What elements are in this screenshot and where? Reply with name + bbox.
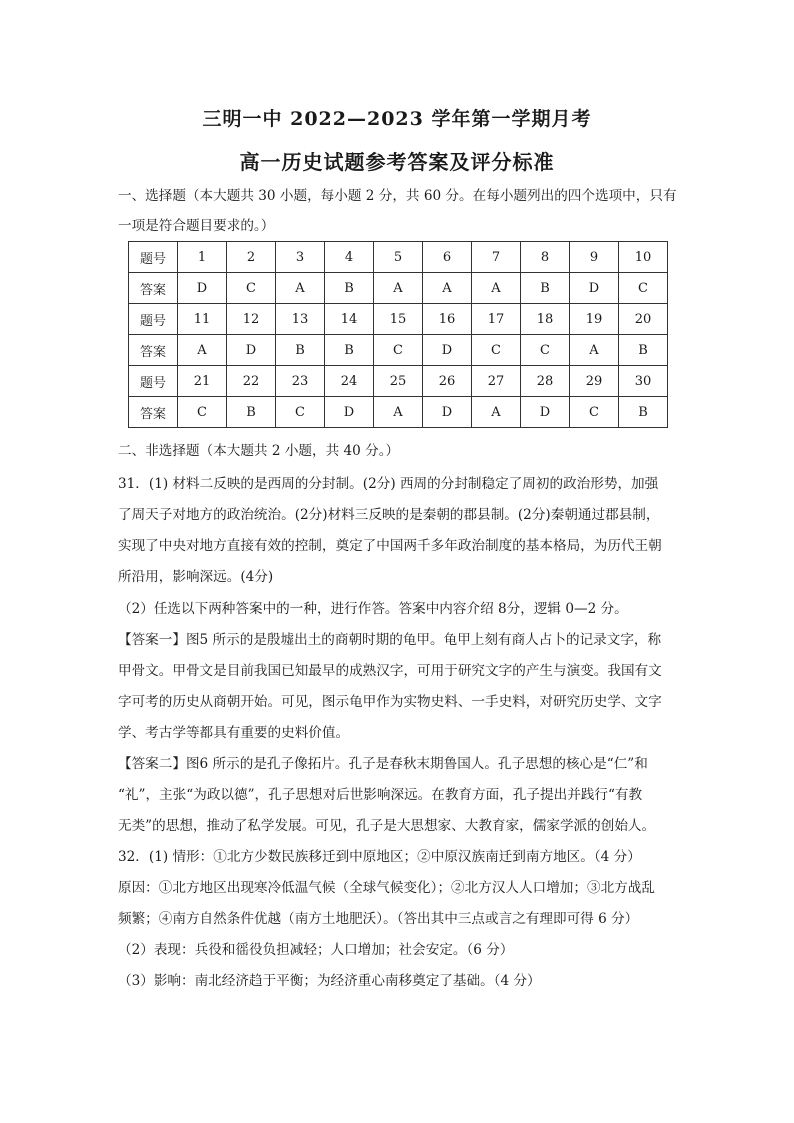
- table-row-label: 题号: [129, 242, 178, 273]
- answer2-line3: 无类”的思想，推动了私学发展。可见，孔子是大思想家、大教育家，儒家学派的创始人。: [118, 818, 656, 834]
- table-cell: C: [178, 397, 227, 428]
- table-cell: 17: [472, 304, 521, 335]
- q31-line3: 实现了中央对地方直接有效的控制，奠定了中国两千多年政治制度的基本格局，为历代王朝: [118, 538, 662, 554]
- table-row: [129, 304, 668, 335]
- table-cell: 22: [227, 366, 276, 397]
- answer1-line3: 字可考的历史从商朝开始。可见，图示龟甲作为实物史料、一手史料，对研究历史学、文字: [118, 694, 662, 710]
- table-row: [129, 397, 668, 428]
- table-cell: 15: [374, 304, 423, 335]
- table-cell: C: [227, 273, 276, 304]
- table-cell: D: [178, 273, 227, 304]
- table-cell: C: [619, 273, 668, 304]
- table-cell: 16: [423, 304, 472, 335]
- table-cell: D: [423, 335, 472, 366]
- table-cell: 20: [619, 304, 668, 335]
- table-cell: B: [276, 335, 325, 366]
- table-row-label: 答案: [129, 397, 178, 428]
- q31-part2-instruction: （2）任选以下两种答案中的一种，进行作答。答案中内容介绍 8分，逻辑 0—2 分。: [118, 601, 628, 617]
- q32-part2: （2）表现：兵役和徭役负担减轻；人口增加；社会安定。（6 分）: [118, 942, 514, 958]
- answer1-line4: 学、考古学等都具有重要的史料价值。: [118, 725, 350, 741]
- table-cell: D: [325, 397, 374, 428]
- table-cell: 28: [521, 366, 570, 397]
- q31-line4: 所沿用，影响深远。(4分): [118, 569, 274, 585]
- table-cell: 3: [276, 242, 325, 273]
- table-row-label: 题号: [129, 366, 178, 397]
- table-row-label: 答案: [129, 273, 178, 304]
- table-cell: 21: [178, 366, 227, 397]
- q32-part1-reason-line2: 频繁；④南方自然条件优越（南方土地肥沃）。（答出其中三点或言之有理即可得 6 分）: [118, 911, 639, 927]
- table-row-label: 答案: [129, 335, 178, 366]
- table-cell: D: [521, 397, 570, 428]
- table-cell: B: [619, 397, 668, 428]
- q31-line2: 了周天子对地方的政治统治。(2分)材料三反映的是秦朝的郡县制。(2分)秦朝通过郡县制，: [118, 507, 660, 523]
- q32-part1-reason-line1: 原因：①北方地区出现寒冷低温气候（全球气候变化）；②北方汉人人口增加；③北方战乱: [118, 880, 655, 896]
- table-cell: B: [619, 335, 668, 366]
- table-cell: 6: [423, 242, 472, 273]
- table-row: [129, 273, 668, 304]
- table-cell: A: [178, 335, 227, 366]
- table-cell: A: [374, 273, 423, 304]
- table-cell: A: [472, 273, 521, 304]
- table-cell: 11: [178, 304, 227, 335]
- table-cell: C: [570, 397, 619, 428]
- table-cell: D: [227, 335, 276, 366]
- table-cell: 12: [227, 304, 276, 335]
- table-cell: 14: [325, 304, 374, 335]
- table-cell: C: [374, 335, 423, 366]
- table-cell: A: [276, 273, 325, 304]
- table-cell: 27: [472, 366, 521, 397]
- table-cell: C: [472, 335, 521, 366]
- section2-heading: 二、非选择题（本大题共 2 小题，共 40 分。）: [118, 443, 400, 459]
- table-row: [129, 242, 668, 273]
- table-cell: 2: [227, 242, 276, 273]
- table-cell: 25: [374, 366, 423, 397]
- table-cell: D: [423, 397, 472, 428]
- answer-table: [128, 241, 668, 428]
- table-cell: 7: [472, 242, 521, 273]
- table-cell: 18: [521, 304, 570, 335]
- table-cell: 19: [570, 304, 619, 335]
- table-cell: C: [276, 397, 325, 428]
- q32-part3: （3）影响：南北经济趋于平衡；为经济重心南移奠定了基础。（4 分）: [118, 973, 541, 989]
- table-cell: 24: [325, 366, 374, 397]
- table-cell: 30: [619, 366, 668, 397]
- table-cell: 26: [423, 366, 472, 397]
- table-cell: 9: [570, 242, 619, 273]
- table-cell: 29: [570, 366, 619, 397]
- answer2-line2: “礼”，主张“为政以德”，孔子思想对后世影响深远。在教育方面，孔子提出并践行“有教: [118, 787, 643, 803]
- table-cell: 23: [276, 366, 325, 397]
- table-cell: 13: [276, 304, 325, 335]
- table-cell: 8: [521, 242, 570, 273]
- table-cell: 5: [374, 242, 423, 273]
- table-cell: B: [325, 335, 374, 366]
- table-cell: A: [423, 273, 472, 304]
- answer1-line2: 甲骨文。甲骨文是目前我国已知最早的成熟汉字，可用于研究文字的产生与演变。我国有文: [118, 663, 662, 679]
- q32-part1-situation: 32．(1) 情形：①北方少数民族移迁到中原地区；②中原汉族南迁到南方地区。（4 分）: [118, 849, 641, 865]
- table-cell: C: [521, 335, 570, 366]
- table-row: [129, 366, 668, 397]
- table-cell: B: [325, 273, 374, 304]
- table-cell: D: [570, 273, 619, 304]
- exam-title: 三明一中 2022—2023 学年第一学期月考: [202, 108, 592, 130]
- table-cell: 1: [178, 242, 227, 273]
- table-cell: 10: [619, 242, 668, 273]
- answer2-line1: 【答案二】图6 所示的是孔子像拓片。孔子是春秋末期鲁国人。孔子思想的核心是“仁”和: [118, 756, 648, 772]
- q31-line1: 31．(1) 材料二反映的是西周的分封制。(2分) 西周的分封制稳定了周初的政治形势，加强: [118, 476, 659, 492]
- section1-heading-line2: 一项是符合题目要求的。）: [118, 218, 275, 234]
- table-cell: B: [521, 273, 570, 304]
- table-row: [129, 335, 668, 366]
- answer1-line1: 【答案一】图5 所示的是殷墟出土的商朝时期的龟甲。龟甲上刻有商人占卜的记录文字，称: [118, 632, 662, 648]
- table-cell: A: [570, 335, 619, 366]
- section1-heading-line1: 一、选择题（本大题共 30 小题，每小题 2 分，共 60 分。在每小题列出的四个选项中，只有: [118, 188, 677, 204]
- table-cell: 4: [325, 242, 374, 273]
- table-row-label: 题号: [129, 304, 178, 335]
- table-cell: A: [472, 397, 521, 428]
- table-cell: A: [374, 397, 423, 428]
- table-cell: B: [227, 397, 276, 428]
- exam-subtitle: 高一历史试题参考答案及评分标准: [239, 150, 555, 174]
